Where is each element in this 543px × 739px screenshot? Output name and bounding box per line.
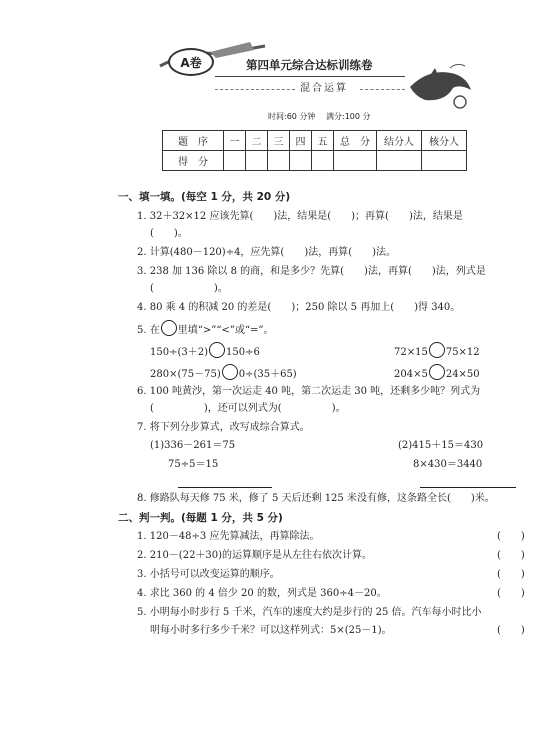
answer-circle[interactable]: [222, 364, 238, 380]
table-cell: 结分人: [377, 131, 422, 151]
answer-circle[interactable]: [429, 342, 445, 358]
q7-part2-answer-line[interactable]: [420, 487, 516, 488]
q7-part1-answer-line[interactable]: [178, 487, 272, 488]
table-cell: 得 分: [163, 151, 224, 171]
dolphin-icon: [405, 62, 475, 112]
q7-part2-step1: (2)415＋15＝430: [398, 440, 484, 451]
full-score: 满分:100 分: [326, 112, 371, 121]
subtitle-rule-right: [360, 89, 405, 90]
page-subtitle: 混合运算: [300, 83, 348, 94]
judge-answer-2[interactable]: ( ): [497, 550, 525, 561]
expression: 150÷(3＋2): [150, 347, 208, 358]
comparison-circle-icon: [161, 320, 177, 336]
question-6-line1: 6. 100 吨黄沙，第一次运走 40 吨，第二次运走 30 吨，还剩多少吨？列式为: [137, 386, 481, 397]
score-input-cell[interactable]: [224, 151, 246, 171]
q5-row2-right: [394, 364, 480, 382]
answer-circle[interactable]: [209, 342, 225, 358]
question-7: 7. 将下列分步算式，改写成综合算式。: [137, 422, 310, 433]
table-cell: 二: [246, 131, 268, 151]
time-limit: 时间:60 分钟: [268, 112, 316, 121]
score-table-score-row: [163, 151, 467, 171]
table-cell: 题 序: [163, 131, 224, 151]
judge-answer-1[interactable]: ( ): [497, 531, 525, 542]
judge-question-5-line2: 明每小时多行多少千米？可以这样列式：5×(25－1)。: [150, 625, 392, 636]
score-input-cell[interactable]: [334, 151, 377, 171]
question-3-line2: ( )。: [150, 283, 228, 294]
question-1-line2: ( )。: [150, 228, 188, 239]
q7-part1-step1: (1)336－261＝75: [150, 440, 236, 451]
score-table-header-row: [163, 131, 467, 151]
question-6-line2: ( )，还可以列式为( )。: [150, 403, 346, 414]
score-input-cell[interactable]: [377, 151, 422, 171]
header-rule: [215, 76, 405, 77]
judge-question-2: 2. 210－(22＋30)的运算顺序是从左往右依次计算。: [137, 550, 373, 561]
section2-heading: 二、判一判。(每题 1 分，共 5 分): [118, 512, 283, 524]
question-3-line1: 3. 238 加 136 除以 8 的商，和是多少？先算( )法，再算( )法，列式是: [137, 266, 486, 277]
question-8: 8. 修路队每天修 75 米，修了 5 天后还剩 125 米没有修，这条路全长( )米。: [137, 493, 495, 504]
paper-version-badge: A卷: [168, 48, 214, 76]
expression: 75×12: [445, 347, 480, 358]
q5-row1-right: [394, 342, 480, 360]
page-title: 第四单元综合达标训练卷: [246, 58, 373, 72]
answer-circle[interactable]: [429, 364, 445, 380]
table-cell: 一: [224, 131, 246, 151]
judge-question-4: 4. 求比 360 的 4 倍少 20 的数，列式是 360÷4－20。: [137, 588, 387, 599]
expression: 150÷6: [226, 347, 260, 358]
expression: 0÷(35＋65): [238, 369, 297, 380]
expression: 280×(75－75): [150, 369, 221, 380]
subtitle-rule-left: [215, 89, 295, 90]
expression: 24×50: [445, 369, 480, 380]
q7-part2-step2: 8×430＝3440: [413, 459, 483, 470]
question-5: [137, 320, 274, 338]
judge-answer-3[interactable]: ( ): [497, 569, 525, 580]
score-input-cell[interactable]: [246, 151, 268, 171]
table-cell: 核分人: [422, 131, 467, 151]
table-cell: 总 分: [334, 131, 377, 151]
judge-answer-4[interactable]: ( ): [497, 588, 525, 599]
section1-heading: 一、填一填。(每空 1 分，共 20 分): [118, 191, 291, 203]
table-cell: 五: [312, 131, 334, 151]
judge-question-5-line1: 5. 小明每小时步行 5 千米，汽车的速度大约是步行的 25 倍。汽车每小时比小: [137, 607, 482, 618]
table-cell: 四: [290, 131, 312, 151]
score-input-cell[interactable]: [312, 151, 334, 171]
judge-question-3: 3. 小括号可以改变运算的顺序。: [137, 569, 280, 580]
q7-part1-step2: 75÷5＝15: [168, 459, 219, 470]
expression: 72×15: [394, 347, 428, 358]
score-input-cell[interactable]: [422, 151, 467, 171]
expression: 204×5: [394, 369, 428, 380]
judge-answer-5[interactable]: ( ): [497, 625, 525, 636]
q5-row2-left: [150, 364, 297, 382]
question-5-suffix: 里填“>”“<”或“=”。: [177, 325, 274, 336]
table-cell: 三: [268, 131, 290, 151]
score-input-cell[interactable]: [268, 151, 290, 171]
question-5-prefix: 5. 在: [137, 325, 160, 336]
judge-question-1: 1. 120－48÷3 应先算减法，再算除法。: [137, 531, 320, 542]
question-2: 2. 计算(480－120)÷4，应先算( )法，再算( )法。: [137, 247, 397, 258]
question-1-line1: 1. 32＋32×12 应该先算( )法，结果是( )；再算( )法，结果是: [137, 211, 463, 222]
question-4: 4. 80 乘 4 的积减 20 的差是( )；250 除以 5 再加上( )得 340。: [137, 302, 461, 313]
score-input-cell[interactable]: [290, 151, 312, 171]
score-table: [162, 130, 467, 171]
q5-row1-left: [150, 342, 260, 360]
